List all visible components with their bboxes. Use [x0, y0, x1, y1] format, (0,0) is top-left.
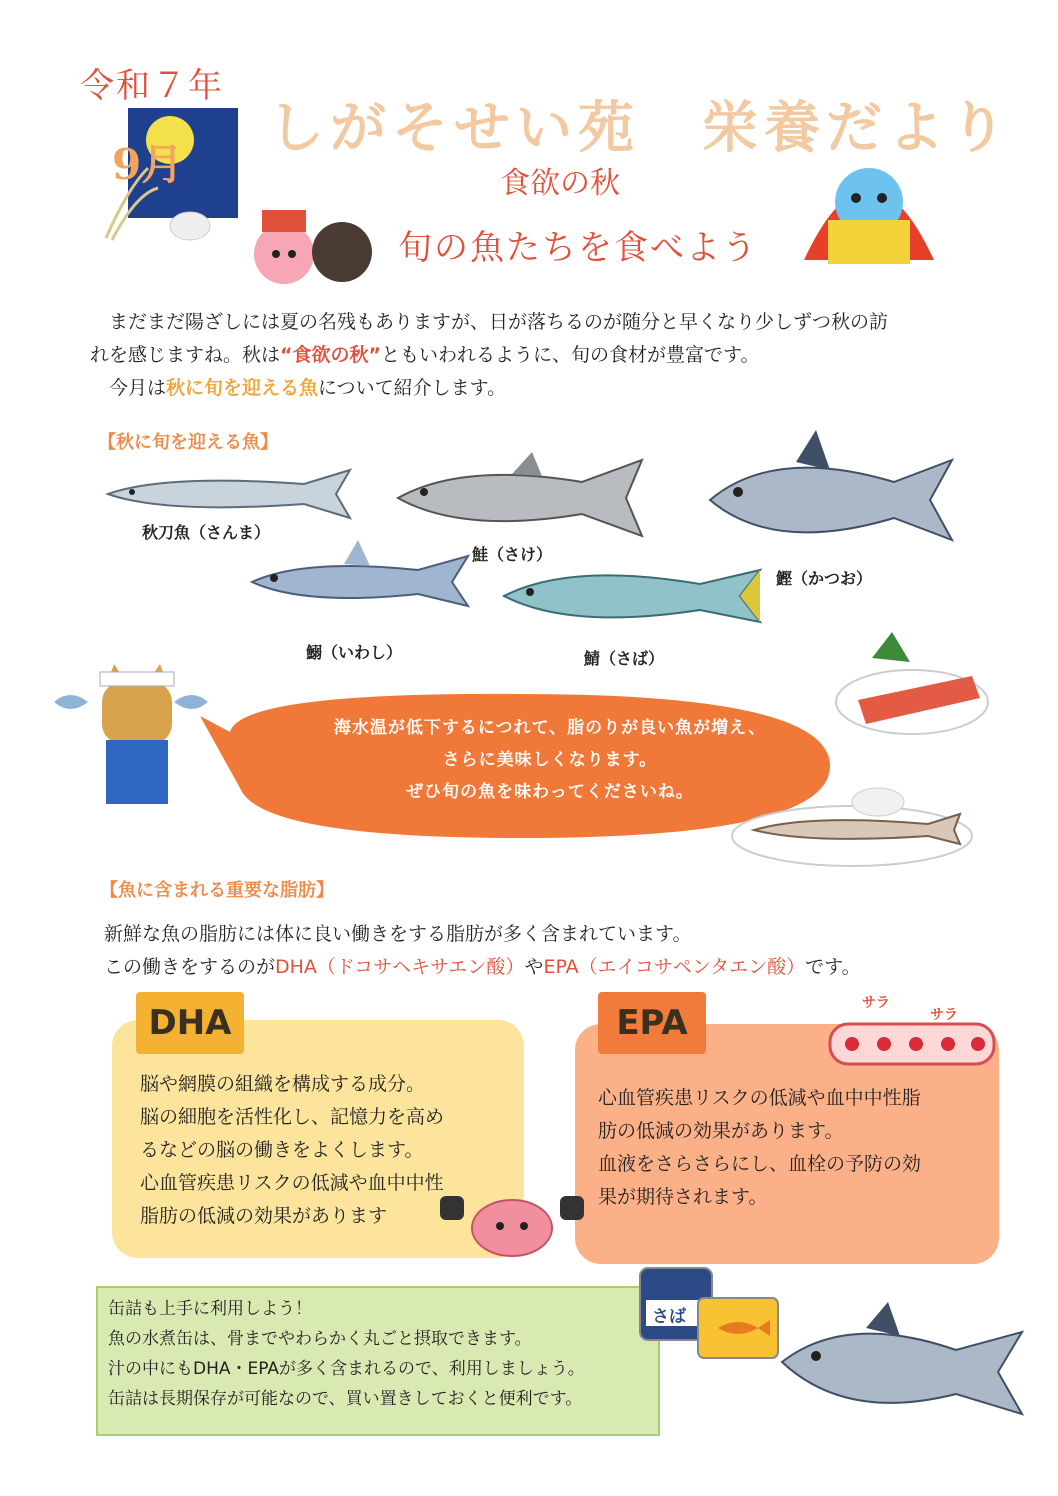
intro-line-2b: ともいわれるように、旬の食材が豊富です。 [381, 344, 760, 366]
pirate-characters-illustration [236, 196, 386, 296]
fish-label-salmon: 鮭（さけ） [472, 545, 553, 564]
epa-description [598, 1082, 921, 1214]
newsletter-title: しがそせい苑 栄養だより [268, 96, 1012, 161]
speech-bubble-text [300, 712, 800, 808]
bonito-fish-icon [704, 430, 958, 562]
dha-description [140, 1068, 444, 1233]
epa-term: EPA（エイコサペンタエン酸） [543, 956, 806, 978]
speech-line-3: ぜひ旬の魚を味わってくださいね。 [406, 782, 694, 802]
fish-label-saury: 秋刀魚（さんま） [142, 523, 271, 542]
blood-vessel-icon [828, 1020, 998, 1070]
sara-label-2: サラ [930, 1007, 958, 1023]
intro-highlight-fish: 秋に旬を迎える魚 [166, 377, 319, 399]
intro-paragraph [90, 306, 1010, 405]
grilled-saury-plate-illustration [728, 778, 978, 870]
canned-fish-text [108, 1294, 585, 1414]
section-heading-fish: 【秋に旬を迎える魚】 [98, 432, 278, 453]
speech-line-2: さらに美味しくなります。 [442, 750, 658, 770]
sardine-fish-icon [248, 540, 474, 620]
fish-label-mackerel: 鯖（さば） [584, 649, 665, 668]
dha-line-2: 脳の細胞を活性化し、記憶力を高め [140, 1106, 445, 1128]
fat-intro-line-2b: や [524, 956, 544, 978]
can-line-1: 缶詰も上手に利用しよう！ [108, 1299, 312, 1319]
intro-highlight-autumn: “食欲の秋” [280, 344, 381, 366]
can-line-2: 魚の水煮缶は、骨までやわらかく丸ごと摂取できます。 [108, 1329, 532, 1349]
fat-intro-line-1: 新鮮な魚の脂肪には体に良い働きをする脂肪が多く含まれています。 [104, 923, 692, 945]
dha-line-4: 心血管疾患リスクの低減や血中中性 [140, 1172, 444, 1194]
subtitle-autumn-appetite: 食欲の秋 [500, 166, 620, 201]
fat-intro-line-2c: です。 [805, 956, 861, 978]
dha-line-1: 脳や網膜の組織を構成する成分。 [140, 1073, 426, 1095]
mackerel-fish-icon [500, 556, 766, 636]
epa-tab-label: EPA [616, 1003, 688, 1043]
salmon-fish-icon [392, 452, 654, 544]
can-line-4: 缶詰は長期保存が可能なので、買い置きしておくと便利です。 [108, 1389, 583, 1409]
tuna-fish-icon [776, 1302, 1028, 1432]
can-label: さば [652, 1307, 686, 1327]
epa-line-1: 心血管疾患リスクの低減や血中中性脂 [598, 1087, 921, 1109]
epa-tab [598, 992, 706, 1054]
can-line-3: 汁の中にもDHA・EPAが多く含まれるので、利用しましょう。 [108, 1359, 585, 1379]
dha-term: DHA（ドコサヘキサエン酸） [275, 956, 525, 978]
fat-intro-paragraph [104, 918, 861, 984]
cat-fishmonger-illustration [48, 652, 212, 812]
subtitle-seasonal-fish: 旬の魚たちを食べよう [398, 228, 758, 268]
section-heading-fat: 【魚に含まれる重要な脂肪】 [100, 880, 334, 901]
sara-label-1: サラ [862, 995, 890, 1011]
yellow-pirate-character-illustration [784, 140, 954, 270]
epa-line-3: 血液をさらさらにし、血栓の予防の効 [598, 1153, 922, 1175]
fat-intro-line-2a: この働きをするのが [104, 956, 276, 978]
speech-line-1: 海水温が低下するにつれて、脂のりが良い魚が増え、 [333, 718, 767, 738]
dha-tab-label: DHA [148, 1003, 232, 1043]
intro-line-1: まだまだ陽ざしには夏の名残もありますが、日が落ちるのが随分と早くなり少しずつ秋の訪 [109, 311, 889, 333]
fish-label-bonito: 鰹（かつお） [776, 569, 873, 588]
month-label: 9月 [112, 140, 184, 189]
intro-line-3b: について紹介します。 [318, 377, 507, 399]
dha-line-3: るなどの脳の働きをよくします。 [140, 1139, 424, 1161]
fish-label-sardine: 鰯（いわし） [306, 643, 403, 662]
intro-line-3a: 今月は [109, 377, 167, 399]
dango-icon [170, 212, 210, 240]
sashimi-plate-illustration [832, 628, 992, 742]
saury-fish-icon [104, 468, 356, 520]
dha-tab [136, 992, 244, 1054]
intro-line-2a: れを感じますね。秋は [90, 344, 281, 366]
era-label: 令和７年 [80, 66, 224, 106]
epa-line-2: 肪の低減の効果があります。 [598, 1120, 844, 1142]
dha-line-5: 脂肪の低減の効果があります [140, 1205, 388, 1227]
brain-dumbbell-icon [432, 1182, 592, 1262]
epa-line-4: 果が期待されます。 [598, 1186, 768, 1208]
